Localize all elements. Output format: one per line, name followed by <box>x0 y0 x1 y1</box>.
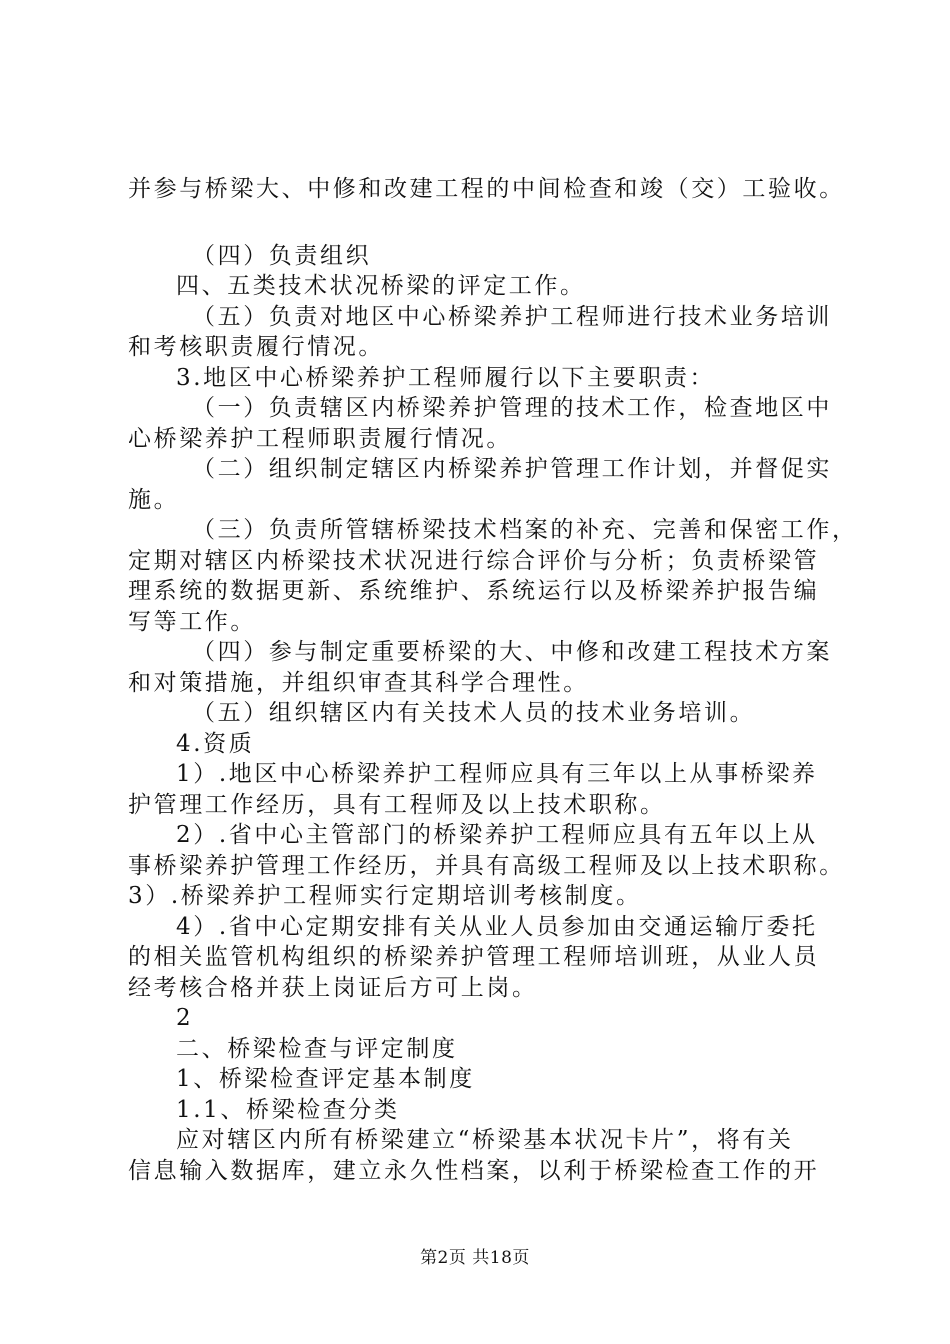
paragraph-line: 写等工作。 <box>128 608 256 635</box>
section-heading: 二、桥梁检查与评定制度 <box>176 1035 458 1062</box>
paragraph-line: 4.资质 <box>176 730 255 757</box>
paragraph-line: （三）负责所管辖桥梁技术档案的补充、完善和保密工作， <box>192 517 858 543</box>
paragraph-gap <box>128 205 850 241</box>
paragraph-line: 经考核合格并获上岗证后方可上岗。 <box>128 974 538 1001</box>
paragraph-line: 信息输入数据库，建立永久性档案，以利于桥梁检查工作的开 <box>128 1157 820 1184</box>
paragraph-line: 和对策措施，并组织审查其科学合理性。 <box>128 669 589 696</box>
paragraph-line: 心桥梁养护工程师职责履行情况。 <box>128 425 512 452</box>
paragraph-line: 理系统的数据更新、系统维护、系统运行以及桥梁养护报告编 <box>128 578 820 604</box>
paragraph-line: 并参与桥梁大、中修和改建工程的中间检查和竣（交）工验收。 <box>128 176 845 202</box>
paragraph-line: 1）.地区中心桥梁养护工程师应具有三年以上从事桥梁养 <box>176 761 818 787</box>
paragraph-line: （四）负责组织 <box>192 242 372 269</box>
paragraph-line: 事桥梁养护管理工作经历，并具有高级工程师及以上技术职称。 <box>128 852 845 879</box>
inline-page-number: 2 <box>176 1005 194 1031</box>
paragraph-line: （二）组织制定辖区内桥梁养护管理工作计划，并督促实 <box>192 456 832 482</box>
paragraph-line: 定期对辖区内桥梁技术状况进行综合评价与分析；负责桥梁管 <box>128 547 820 574</box>
subsection-heading: 1.1、桥梁检查分类 <box>176 1096 400 1123</box>
page-footer: 第2页 共18页 <box>420 1248 530 1268</box>
paragraph-line: 和考核职责履行情况。 <box>128 334 384 360</box>
paragraph-line: （一）负责辖区内桥梁养护管理的技术工作，检查地区中 <box>192 395 832 421</box>
paragraph-line: 护管理工作经历，具有工程师及以上技术职称。 <box>128 791 666 818</box>
paragraph-line: （四）参与制定重要桥梁的大、中修和改建工程技术方案 <box>192 639 832 665</box>
paragraph-line: 施。 <box>128 486 180 513</box>
paragraph-line: 四、五类技术状况桥梁的评定工作。 <box>176 273 586 299</box>
paragraph-line: 4）.省中心定期安排有关从业人员参加由交通运输厅委托 <box>176 913 818 940</box>
paragraph-line: 2）.省中心主管部门的桥梁养护工程师应具有五年以上从 <box>176 822 818 848</box>
paragraph-line: 应对辖区内所有桥梁建立“桥梁基本状况卡片”，将有关 <box>176 1127 794 1153</box>
paragraph-line: 3.地区中心桥梁养护工程师履行以下主要职责： <box>176 364 716 391</box>
paragraph-line: （五）组织辖区内有关技术人员的技术业务培训。 <box>192 700 756 726</box>
paragraph-line: （五）负责对地区中心桥梁养护工程师进行技术业务培训 <box>192 303 832 330</box>
paragraph-line: 的相关监管机构组织的桥梁养护管理工程师培训班，从业人员 <box>128 944 820 970</box>
paragraph-line: 3）.桥梁养护工程师实行定期培训考核制度。 <box>128 883 642 909</box>
subsection-heading: 1、桥梁检查评定基本制度 <box>176 1066 475 1092</box>
document-body <box>128 174 858 1186</box>
